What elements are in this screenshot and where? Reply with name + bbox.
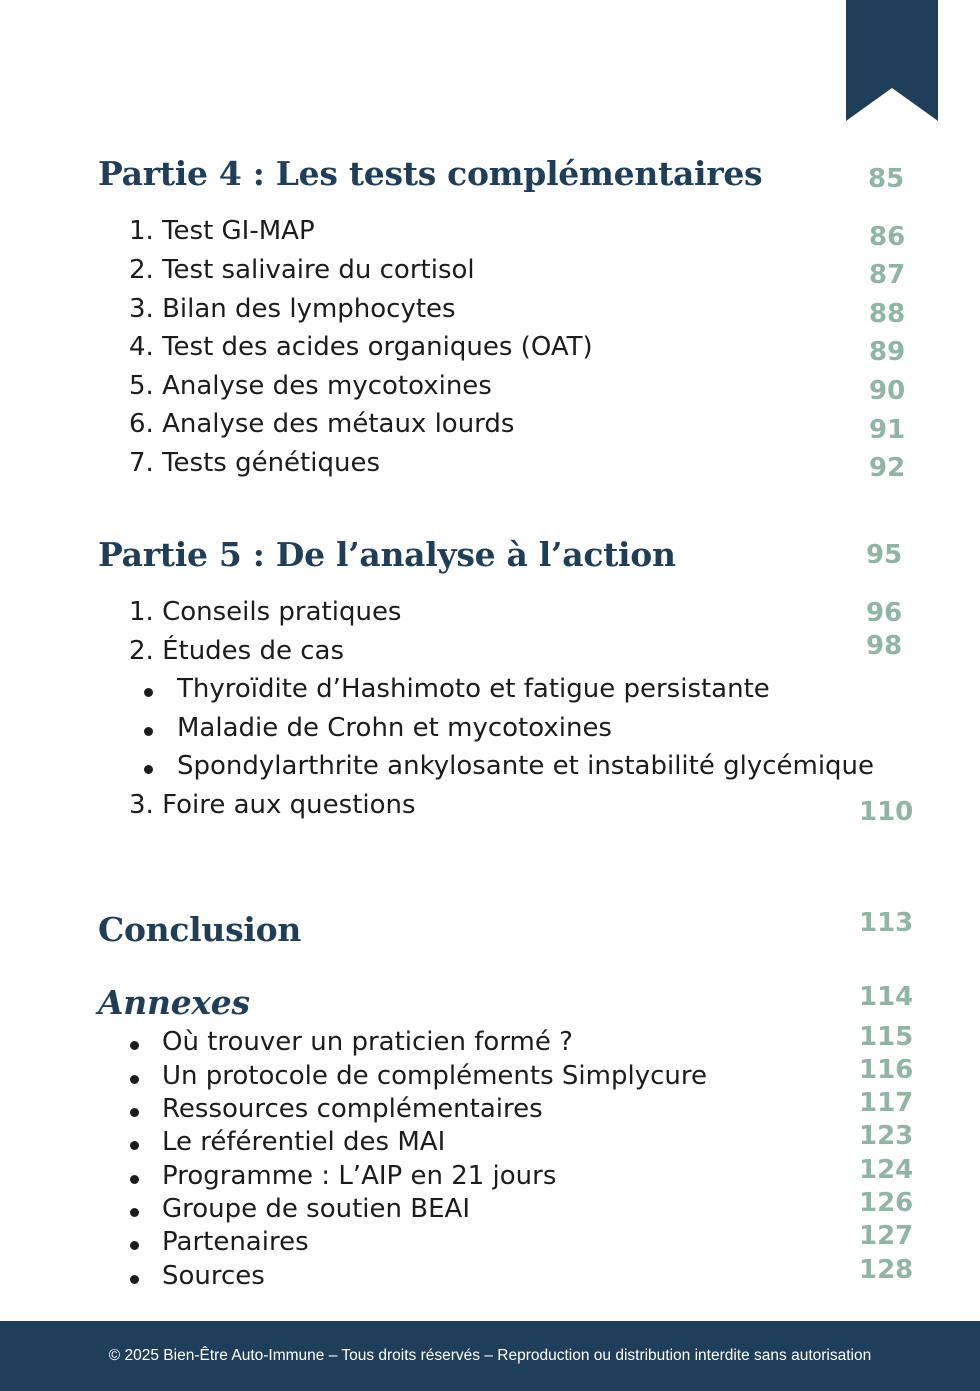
part5-item-page: 96 (866, 598, 903, 628)
annex-label: Où trouver un praticien formé ? (162, 1027, 573, 1057)
annex-item (162, 1161, 556, 1191)
part4-item-page: 91 (869, 415, 906, 445)
part5-item: 3. Foire aux questions (129, 790, 416, 820)
part5-page: 95 (866, 540, 903, 570)
case-study-item (177, 751, 874, 781)
part5-item: 2. Études de cas (129, 636, 345, 666)
annex-label: Le référentiel des MAI (162, 1127, 446, 1157)
conclusion-title: Conclusion (98, 910, 302, 949)
part5-item-page: 110 (859, 797, 914, 827)
annex-page: 128 (859, 1255, 914, 1285)
annex-page: 127 (859, 1221, 914, 1251)
case-study-item (177, 713, 612, 743)
annex-page: 117 (859, 1088, 914, 1118)
part4-item: 3. Bilan des lymphocytes (129, 294, 456, 324)
bookmark-ribbon-icon (846, 0, 938, 121)
annexes-title: Annexes (98, 983, 250, 1022)
annex-item (162, 1061, 707, 1091)
part4-item-page: 86 (869, 222, 906, 252)
case-study-label: Thyroïdite d’Hashimoto et fatigue persistante (177, 674, 770, 704)
annex-page: 124 (859, 1155, 914, 1185)
annex-page: 116 (859, 1055, 914, 1085)
case-study-label: Maladie de Crohn et mycotoxines (177, 713, 612, 743)
part4-item-page: 89 (869, 337, 906, 367)
case-study-item (177, 674, 770, 704)
annex-item (162, 1227, 309, 1257)
part5-title: Partie 5 : De l’analyse à l’action (98, 535, 676, 574)
annex-label: Programme : L’AIP en 21 jours (162, 1161, 557, 1191)
annex-label: Partenaires (162, 1227, 309, 1257)
annex-label: Ressources complémentaires (162, 1094, 543, 1124)
part4-page: 85 (868, 164, 905, 194)
annex-label: Sources (162, 1261, 265, 1291)
part4-item-page: 92 (869, 453, 906, 483)
part4-item: 1. Test GI-MAP (129, 216, 315, 246)
part4-item: 2. Test salivaire du cortisol (129, 255, 475, 285)
part4-item: 4. Test des acides organiques (OAT) (129, 332, 593, 362)
part4-item-page: 88 (869, 299, 906, 329)
annexes-page: 114 (859, 982, 914, 1012)
part4-item: 6. Analyse des métaux lourds (129, 409, 515, 439)
annex-page: 126 (859, 1188, 914, 1218)
annex-label: Groupe de soutien BEAI (162, 1194, 470, 1224)
part4-item: 5. Analyse des mycotoxines (129, 371, 492, 401)
annex-label: Un protocole de compléments Simplycure (162, 1061, 707, 1091)
conclusion-page: 113 (859, 908, 914, 938)
annex-item (162, 1127, 445, 1157)
footer-bar (0, 1321, 980, 1391)
part4-item-page: 87 (869, 260, 906, 290)
annex-item (162, 1094, 543, 1124)
annex-item (162, 1194, 470, 1224)
part4-item: 7. Tests génétiques (129, 448, 380, 478)
part4-item-page: 90 (869, 376, 906, 406)
part4-title: Partie 4 : Les tests complémentaires (98, 154, 763, 193)
part5-item-page: 98 (866, 631, 903, 661)
annex-item (162, 1261, 265, 1291)
annex-page: 115 (859, 1022, 914, 1052)
copyright-text: © 2025 Bien-Être Auto-Immune – Tous droits réservés – Reproduction ou distribution interdite sans autorisation (108, 1347, 872, 1364)
part5-item: 1. Conseils pratiques (129, 597, 402, 627)
annex-item (162, 1027, 573, 1057)
case-study-label: Spondylarthrite ankylosante et instabilité glycémique (177, 751, 875, 781)
annex-page: 123 (859, 1121, 914, 1151)
